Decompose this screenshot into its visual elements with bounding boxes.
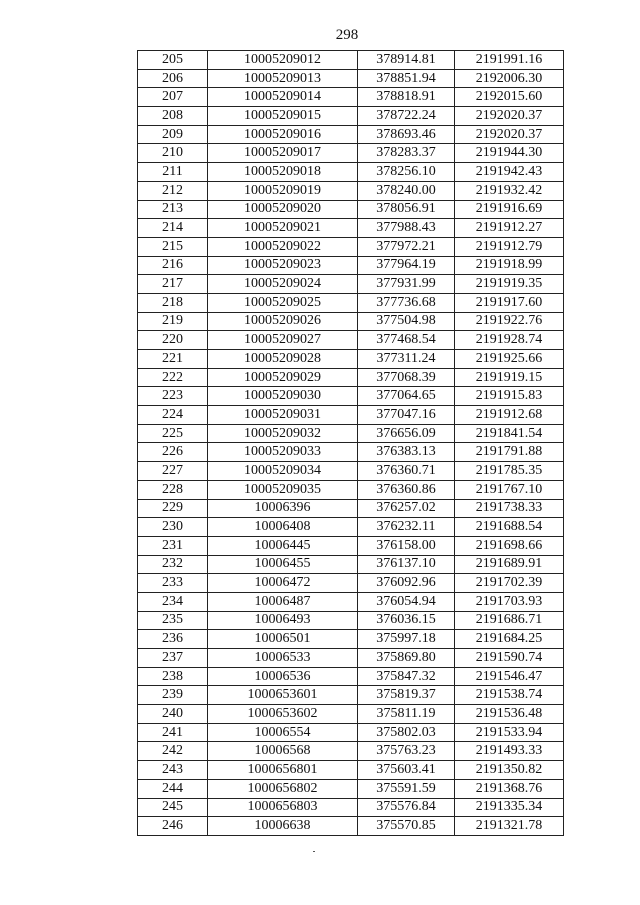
point-id-cell: 10005209016 bbox=[208, 125, 358, 144]
point-id-cell: 10005209031 bbox=[208, 406, 358, 425]
row-number-cell: 212 bbox=[138, 181, 208, 200]
point-id-cell: 10005209019 bbox=[208, 181, 358, 200]
point-id-cell: 10005209013 bbox=[208, 69, 358, 88]
y-coordinate-cell: 2191917.60 bbox=[455, 293, 564, 312]
row-number-cell: 228 bbox=[138, 480, 208, 499]
row-number-cell: 219 bbox=[138, 312, 208, 331]
table-row bbox=[138, 761, 564, 780]
row-number-cell: 235 bbox=[138, 611, 208, 630]
y-coordinate-cell: 2191925.66 bbox=[455, 350, 564, 369]
y-coordinate-cell: 2191686.71 bbox=[455, 611, 564, 630]
x-coordinate-cell: 378851.94 bbox=[358, 69, 455, 88]
point-id-cell: 10005209026 bbox=[208, 312, 358, 331]
table-row bbox=[138, 630, 564, 649]
y-coordinate-cell: 2191368.76 bbox=[455, 779, 564, 798]
row-number-cell: 238 bbox=[138, 667, 208, 686]
point-id-cell: 1000653602 bbox=[208, 705, 358, 724]
x-coordinate-cell: 377064.65 bbox=[358, 387, 455, 406]
table-row bbox=[138, 163, 564, 182]
x-coordinate-cell: 377468.54 bbox=[358, 331, 455, 350]
table-row bbox=[138, 592, 564, 611]
y-coordinate-cell: 2191918.99 bbox=[455, 256, 564, 275]
y-coordinate-cell: 2191702.39 bbox=[455, 574, 564, 593]
x-coordinate-cell: 378256.10 bbox=[358, 163, 455, 182]
point-id-cell: 10006472 bbox=[208, 574, 358, 593]
row-number-cell: 231 bbox=[138, 536, 208, 555]
point-id-cell: 10006533 bbox=[208, 649, 358, 668]
point-id-cell: 10005209033 bbox=[208, 443, 358, 462]
y-coordinate-cell: 2191688.54 bbox=[455, 518, 564, 537]
table-row bbox=[138, 555, 564, 574]
point-id-cell: 10005209024 bbox=[208, 275, 358, 294]
point-id-cell: 10005209030 bbox=[208, 387, 358, 406]
x-coordinate-cell: 376092.96 bbox=[358, 574, 455, 593]
x-coordinate-cell: 377311.24 bbox=[358, 350, 455, 369]
table-row bbox=[138, 368, 564, 387]
x-coordinate-cell: 377964.19 bbox=[358, 256, 455, 275]
table-row bbox=[138, 611, 564, 630]
x-coordinate-cell: 377047.16 bbox=[358, 406, 455, 425]
table-row bbox=[138, 256, 564, 275]
x-coordinate-cell: 377504.98 bbox=[358, 312, 455, 331]
table-row bbox=[138, 144, 564, 163]
row-number-cell: 211 bbox=[138, 163, 208, 182]
table-row bbox=[138, 237, 564, 256]
y-coordinate-cell: 2191538.74 bbox=[455, 686, 564, 705]
table-row bbox=[138, 443, 564, 462]
row-number-cell: 222 bbox=[138, 368, 208, 387]
table-row bbox=[138, 387, 564, 406]
y-coordinate-cell: 2191335.34 bbox=[455, 798, 564, 817]
point-id-cell: 10006493 bbox=[208, 611, 358, 630]
y-coordinate-cell: 2191919.35 bbox=[455, 275, 564, 294]
point-id-cell: 10005209018 bbox=[208, 163, 358, 182]
table-row bbox=[138, 331, 564, 350]
row-number-cell: 207 bbox=[138, 88, 208, 107]
x-coordinate-cell: 376360.71 bbox=[358, 462, 455, 481]
row-number-cell: 234 bbox=[138, 592, 208, 611]
row-number-cell: 236 bbox=[138, 630, 208, 649]
x-coordinate-cell: 377736.68 bbox=[358, 293, 455, 312]
row-number-cell: 217 bbox=[138, 275, 208, 294]
x-coordinate-cell: 376054.94 bbox=[358, 592, 455, 611]
row-number-cell: 214 bbox=[138, 219, 208, 238]
y-coordinate-cell: 2192015.60 bbox=[455, 88, 564, 107]
table-row bbox=[138, 649, 564, 668]
point-id-cell: 10005209020 bbox=[208, 200, 358, 219]
row-number-cell: 246 bbox=[138, 817, 208, 836]
point-id-cell: 10006501 bbox=[208, 630, 358, 649]
table-row bbox=[138, 125, 564, 144]
x-coordinate-cell: 375603.41 bbox=[358, 761, 455, 780]
point-id-cell: 1000656802 bbox=[208, 779, 358, 798]
x-coordinate-cell: 376383.13 bbox=[358, 443, 455, 462]
x-coordinate-cell: 375847.32 bbox=[358, 667, 455, 686]
x-coordinate-cell: 377972.21 bbox=[358, 237, 455, 256]
table-row bbox=[138, 667, 564, 686]
row-number-cell: 224 bbox=[138, 406, 208, 425]
point-id-cell: 10006638 bbox=[208, 817, 358, 836]
table-row bbox=[138, 705, 564, 724]
row-number-cell: 216 bbox=[138, 256, 208, 275]
x-coordinate-cell: 377068.39 bbox=[358, 368, 455, 387]
row-number-cell: 229 bbox=[138, 499, 208, 518]
y-coordinate-cell: 2191536.48 bbox=[455, 705, 564, 724]
table-row bbox=[138, 275, 564, 294]
coordinates-table-body bbox=[138, 51, 564, 836]
row-number-cell: 210 bbox=[138, 144, 208, 163]
table-row bbox=[138, 51, 564, 70]
x-coordinate-cell: 375576.84 bbox=[358, 798, 455, 817]
x-coordinate-cell: 378056.91 bbox=[358, 200, 455, 219]
x-coordinate-cell: 378818.91 bbox=[358, 88, 455, 107]
table-row bbox=[138, 219, 564, 238]
y-coordinate-cell: 2191912.68 bbox=[455, 406, 564, 425]
x-coordinate-cell: 378240.00 bbox=[358, 181, 455, 200]
point-id-cell: 10005209021 bbox=[208, 219, 358, 238]
y-coordinate-cell: 2191767.10 bbox=[455, 480, 564, 499]
row-number-cell: 215 bbox=[138, 237, 208, 256]
row-number-cell: 241 bbox=[138, 723, 208, 742]
x-coordinate-cell: 376257.02 bbox=[358, 499, 455, 518]
table-row bbox=[138, 462, 564, 481]
row-number-cell: 225 bbox=[138, 424, 208, 443]
y-coordinate-cell: 2191791.88 bbox=[455, 443, 564, 462]
row-number-cell: 220 bbox=[138, 331, 208, 350]
point-id-cell: 1000656803 bbox=[208, 798, 358, 817]
point-id-cell: 10006536 bbox=[208, 667, 358, 686]
x-coordinate-cell: 376036.15 bbox=[358, 611, 455, 630]
x-coordinate-cell: 378693.46 bbox=[358, 125, 455, 144]
y-coordinate-cell: 2191689.91 bbox=[455, 555, 564, 574]
y-coordinate-cell: 2191932.42 bbox=[455, 181, 564, 200]
x-coordinate-cell: 375570.85 bbox=[358, 817, 455, 836]
x-coordinate-cell: 377988.43 bbox=[358, 219, 455, 238]
point-id-cell: 1000656801 bbox=[208, 761, 358, 780]
y-coordinate-cell: 2191350.82 bbox=[455, 761, 564, 780]
x-coordinate-cell: 378914.81 bbox=[358, 51, 455, 70]
y-coordinate-cell: 2191698.66 bbox=[455, 536, 564, 555]
row-number-cell: 237 bbox=[138, 649, 208, 668]
point-id-cell: 10005209014 bbox=[208, 88, 358, 107]
x-coordinate-cell: 378283.37 bbox=[358, 144, 455, 163]
table-row bbox=[138, 69, 564, 88]
y-coordinate-cell: 2191942.43 bbox=[455, 163, 564, 182]
x-coordinate-cell: 376137.10 bbox=[358, 555, 455, 574]
y-coordinate-cell: 2191738.33 bbox=[455, 499, 564, 518]
y-coordinate-cell: 2191919.15 bbox=[455, 368, 564, 387]
page-number: 298 bbox=[335, 27, 359, 43]
y-coordinate-cell: 2191912.27 bbox=[455, 219, 564, 238]
point-id-cell: 10005209015 bbox=[208, 107, 358, 126]
table-row bbox=[138, 742, 564, 761]
y-coordinate-cell: 2191916.69 bbox=[455, 200, 564, 219]
row-number-cell: 244 bbox=[138, 779, 208, 798]
row-number-cell: 230 bbox=[138, 518, 208, 537]
row-number-cell: 209 bbox=[138, 125, 208, 144]
point-id-cell: 10005209032 bbox=[208, 424, 358, 443]
point-id-cell: 10006396 bbox=[208, 499, 358, 518]
scan-speck bbox=[313, 851, 315, 852]
y-coordinate-cell: 2191493.33 bbox=[455, 742, 564, 761]
row-number-cell: 226 bbox=[138, 443, 208, 462]
y-coordinate-cell: 2191684.25 bbox=[455, 630, 564, 649]
x-coordinate-cell: 375811.19 bbox=[358, 705, 455, 724]
row-number-cell: 208 bbox=[138, 107, 208, 126]
x-coordinate-cell: 376656.09 bbox=[358, 424, 455, 443]
coordinates-table bbox=[137, 50, 564, 836]
table-row bbox=[138, 480, 564, 499]
row-number-cell: 232 bbox=[138, 555, 208, 574]
point-id-cell: 10005209035 bbox=[208, 480, 358, 499]
row-number-cell: 245 bbox=[138, 798, 208, 817]
row-number-cell: 239 bbox=[138, 686, 208, 705]
table-row bbox=[138, 200, 564, 219]
row-number-cell: 243 bbox=[138, 761, 208, 780]
table-row bbox=[138, 817, 564, 836]
point-id-cell: 10005209017 bbox=[208, 144, 358, 163]
row-number-cell: 218 bbox=[138, 293, 208, 312]
row-number-cell: 240 bbox=[138, 705, 208, 724]
point-id-cell: 10006408 bbox=[208, 518, 358, 537]
y-coordinate-cell: 2191546.47 bbox=[455, 667, 564, 686]
table-row bbox=[138, 350, 564, 369]
x-coordinate-cell: 376360.86 bbox=[358, 480, 455, 499]
x-coordinate-cell: 375591.59 bbox=[358, 779, 455, 798]
y-coordinate-cell: 2191533.94 bbox=[455, 723, 564, 742]
row-number-cell: 223 bbox=[138, 387, 208, 406]
point-id-cell: 10006487 bbox=[208, 592, 358, 611]
x-coordinate-cell: 378722.24 bbox=[358, 107, 455, 126]
point-id-cell: 10006568 bbox=[208, 742, 358, 761]
point-id-cell: 10005209025 bbox=[208, 293, 358, 312]
table-row bbox=[138, 518, 564, 537]
x-coordinate-cell: 376232.11 bbox=[358, 518, 455, 537]
point-id-cell: 10005209029 bbox=[208, 368, 358, 387]
table-row bbox=[138, 181, 564, 200]
point-id-cell: 10005209012 bbox=[208, 51, 358, 70]
y-coordinate-cell: 2191944.30 bbox=[455, 144, 564, 163]
y-coordinate-cell: 2191915.83 bbox=[455, 387, 564, 406]
table-row bbox=[138, 723, 564, 742]
x-coordinate-cell: 375997.18 bbox=[358, 630, 455, 649]
table-row bbox=[138, 574, 564, 593]
y-coordinate-cell: 2191912.79 bbox=[455, 237, 564, 256]
y-coordinate-cell: 2191321.78 bbox=[455, 817, 564, 836]
table-row bbox=[138, 88, 564, 107]
point-id-cell: 1000653601 bbox=[208, 686, 358, 705]
y-coordinate-cell: 2191703.93 bbox=[455, 592, 564, 611]
table-row bbox=[138, 686, 564, 705]
row-number-cell: 227 bbox=[138, 462, 208, 481]
table-row bbox=[138, 779, 564, 798]
x-coordinate-cell: 375819.37 bbox=[358, 686, 455, 705]
point-id-cell: 10005209028 bbox=[208, 350, 358, 369]
x-coordinate-cell: 377931.99 bbox=[358, 275, 455, 294]
table-row bbox=[138, 406, 564, 425]
row-number-cell: 221 bbox=[138, 350, 208, 369]
row-number-cell: 206 bbox=[138, 69, 208, 88]
point-id-cell: 10005209027 bbox=[208, 331, 358, 350]
x-coordinate-cell: 375763.23 bbox=[358, 742, 455, 761]
y-coordinate-cell: 2192006.30 bbox=[455, 69, 564, 88]
table-row bbox=[138, 293, 564, 312]
y-coordinate-cell: 2192020.37 bbox=[455, 125, 564, 144]
row-number-cell: 233 bbox=[138, 574, 208, 593]
y-coordinate-cell: 2191922.76 bbox=[455, 312, 564, 331]
table-row bbox=[138, 499, 564, 518]
point-id-cell: 10005209022 bbox=[208, 237, 358, 256]
y-coordinate-cell: 2191991.16 bbox=[455, 51, 564, 70]
point-id-cell: 10006455 bbox=[208, 555, 358, 574]
row-number-cell: 213 bbox=[138, 200, 208, 219]
y-coordinate-cell: 2191841.54 bbox=[455, 424, 564, 443]
point-id-cell: 10006445 bbox=[208, 536, 358, 555]
point-id-cell: 10005209034 bbox=[208, 462, 358, 481]
y-coordinate-cell: 2191590.74 bbox=[455, 649, 564, 668]
point-id-cell: 10005209023 bbox=[208, 256, 358, 275]
table-row bbox=[138, 424, 564, 443]
table-row bbox=[138, 312, 564, 331]
table-row bbox=[138, 536, 564, 555]
x-coordinate-cell: 376158.00 bbox=[358, 536, 455, 555]
x-coordinate-cell: 375802.03 bbox=[358, 723, 455, 742]
table-row bbox=[138, 798, 564, 817]
y-coordinate-cell: 2191785.35 bbox=[455, 462, 564, 481]
row-number-cell: 205 bbox=[138, 51, 208, 70]
row-number-cell: 242 bbox=[138, 742, 208, 761]
table-row bbox=[138, 107, 564, 126]
point-id-cell: 10006554 bbox=[208, 723, 358, 742]
x-coordinate-cell: 375869.80 bbox=[358, 649, 455, 668]
y-coordinate-cell: 2192020.37 bbox=[455, 107, 564, 126]
y-coordinate-cell: 2191928.74 bbox=[455, 331, 564, 350]
